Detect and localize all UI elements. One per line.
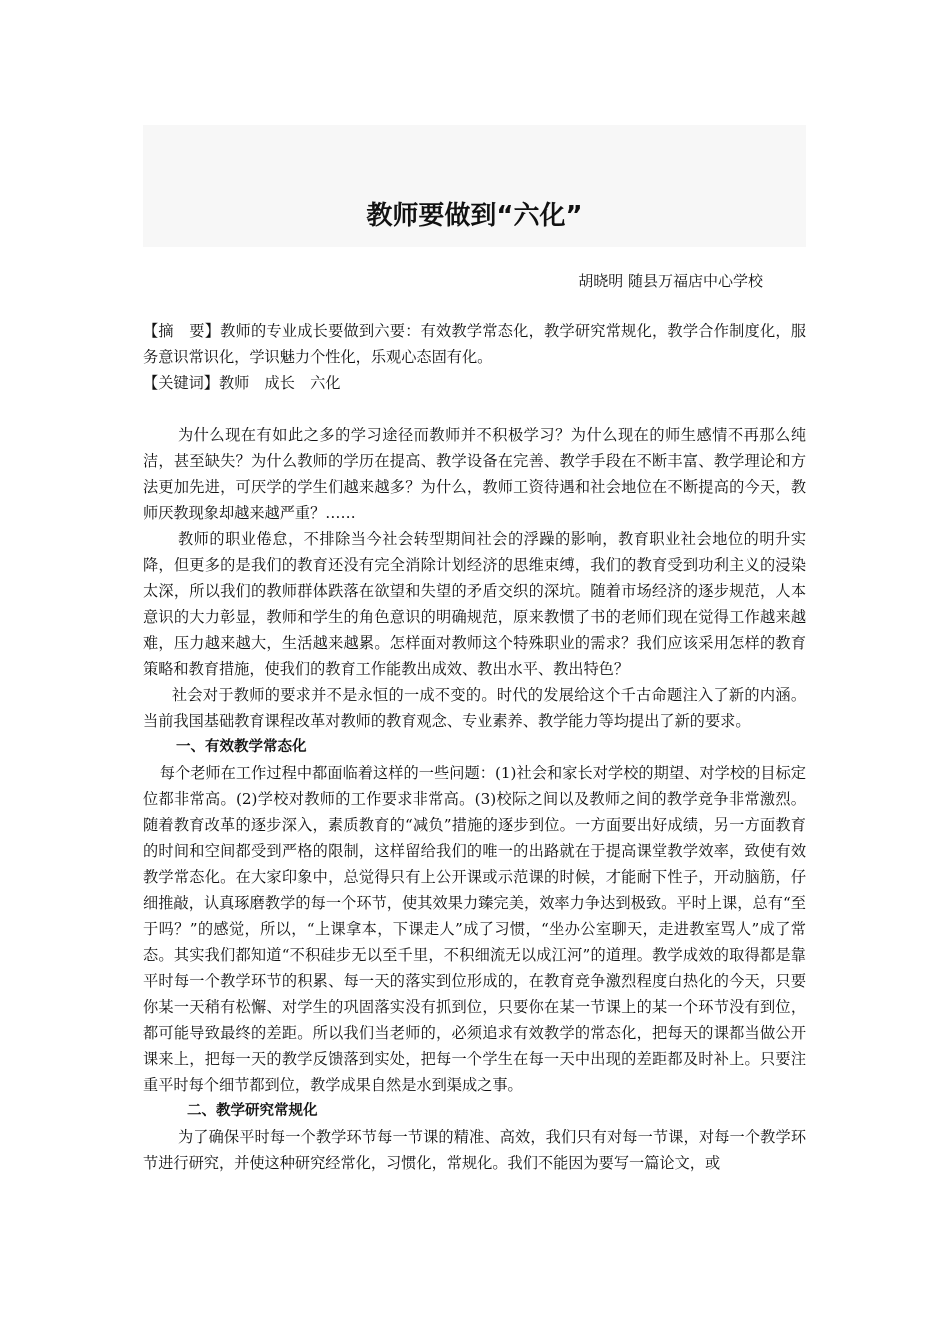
paragraph: 每个老师在工作过程中都面临着这样的一些问题：(1)社会和家长对学校的期望、对学校的目标定位都非常高。(2)学校对教师的工作要求非常高。(3)校际之间以及教师之间的教学竞争非常激烈。随着教育改革的逐步深入，素质教育的“减负”措施的逐步到位。一方面要出好成绩，另一方面教育的时间和空间都受到严格的限制，这样留给我们的唯一的出路就在于提高课堂教学效率，致使有效教学常态化。在大家印象中，总觉得只有上公开课或示范课的时候，才能耐下性子，开动脑筋，仔细推敲，认真琢磨教学的每一个环节，使其效果力臻完美，效率力争达到极致。平时上课，总有“至于吗？”的感觉，所以，“上课拿本，下课走人”成了习惯，“坐办公室聊天，走进教室骂人”成了常态。其实我们都知道“不积硅步无以至千里，不积细流无以成江河”的道理。教学成效的取得都是靠平时每一个教学环节的积累、每一天的落实到位形成的，在教育竞争激烈程度白热化的今天，只要你某一天稍有松懈、对学生的巩固落实没有抓到位，只要你在某一节课上的某一个环节没有到位，都可能导致最终的差距。所以我们当老师的，必须追求有效教学的常态化，把每天的课都当做公开课来上，把每一天的教学反馈落到实处，把每一个学生在每一天中出现的差距都及时补上。只要注重平时每个细节都到位，教学成果自然是水到渠成之事。	[143, 764, 806, 1094]
abstract-text: 教师的专业成长要做到六要：有效教学常态化，教学研究常规化，教学合作制度化，服务意识常识化，学识魅力个性化，乐观心态固有化。	[143, 322, 807, 366]
keywords	[143, 370, 806, 396]
paragraph: 教师的职业倦怠，不排除当今社会转型期间社会的浮躁的影响，教育职业社会地位的明升实降，但更多的是我们的教育还没有完全消除计划经济的思维束缚，我们的教育受到功利主义的浸染太深，所以我们的教师群体跌落在欲望和失望的矛盾交织的深坑。随着市场经济的逐步规范，人本意识的大力彰显，教师和学生的角色意识的明确规范，原来教惯了书的老师们现在觉得工作越来越难，压力越来越大，生活越来越累。怎样面对教师这个特殊职业的需求？我们应该采用怎样的教育策略和教育措施，使我们的教育工作能教出成效、教出水平、教出特色？	[143, 530, 806, 678]
abstract	[143, 318, 806, 370]
paragraph: 为了确保平时每一个教学环节每一节课的精准、高效，我们只有对每一节课，对每一个教学环节进行研究，并使这种研究经常化，习惯化，常规化。我们不能因为要写一篇论文，或	[143, 1128, 806, 1172]
paragraph: 社会对于教师的要求并不是永恒的一成不变的。时代的发展给这个千古命题注入了新的内涵。当前我国基础教育课程改革对教师的教育观念、专业素养、教学能力等均提出了新的要求。	[143, 686, 806, 730]
section-heading: 二、教学研究常规化	[187, 1103, 318, 1119]
keywords-text: 教师 成长 六化	[218, 374, 341, 392]
abstract-label: 【摘 要】	[143, 322, 221, 340]
document-title: 教师要做到“六化”	[366, 201, 583, 231]
section-heading: 一、有效教学常态化	[176, 739, 307, 755]
document-body	[143, 318, 806, 1176]
author-line: 胡晓明 随县万福店中心学校	[578, 272, 763, 290]
paragraph: 为什么现在有如此之多的学习途径而教师并不积极学习？为什么现在的师生感情不再那么纯洁，甚至缺失？为什么教师的学历在提高、教学设备在完善、教学手段在不断丰富、教学理论和方法更加先进，可厌学的学生们越来越多？为什么，教师工资待遇和社会地位在不断提高的今天，教师厌教现象却越来越严重？……	[143, 426, 806, 522]
keywords-label: 【关键词】	[143, 374, 219, 392]
spacer	[143, 396, 806, 422]
